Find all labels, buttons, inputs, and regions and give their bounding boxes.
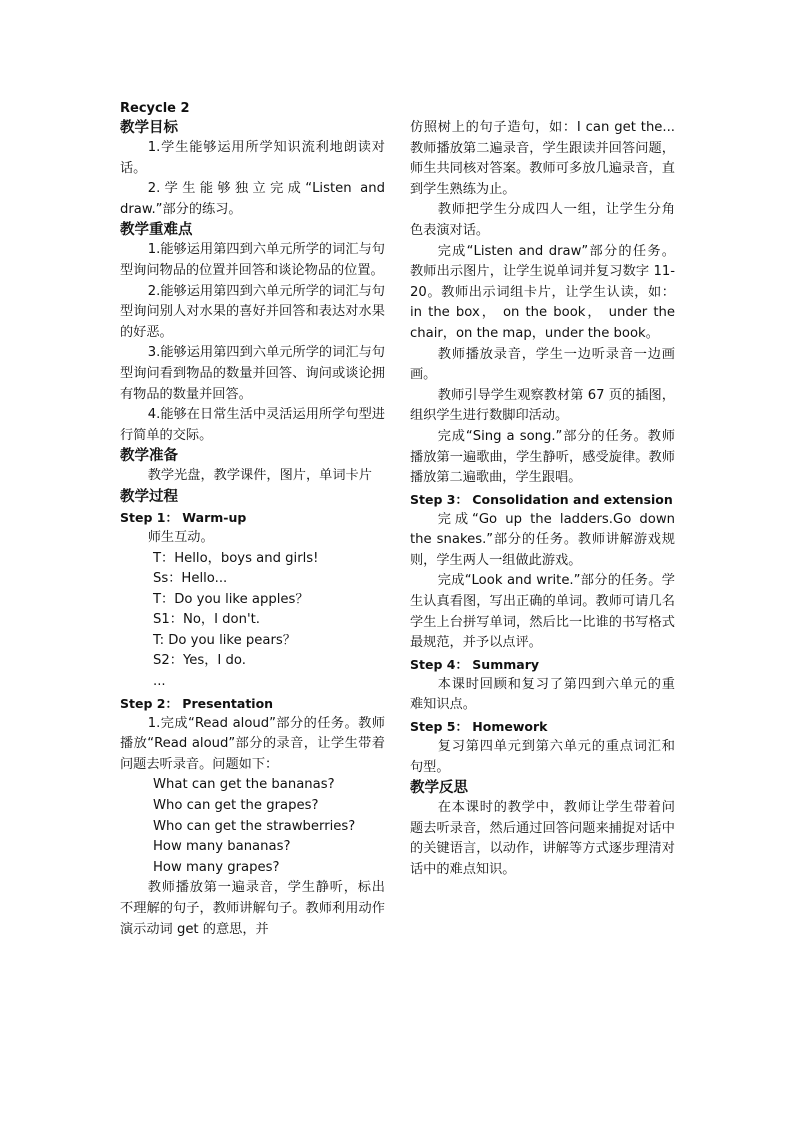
objective-item: 2.学生能够独立完成“Listen and draw.”部分的练习。 <box>120 181 385 217</box>
dialogue-line: S1：No，I don't. <box>153 612 260 628</box>
reflection-heading: 教学反思 <box>410 780 468 797</box>
preparation-heading: 教学准备 <box>120 448 178 465</box>
left-column <box>120 100 385 940</box>
key-point-item: 1.能够运用第四到六单元所学的词汇与句型询问物品的位置并回答和谈论物品的位置。 <box>120 242 385 278</box>
doc-title: Recycle 2 <box>120 101 190 116</box>
step4-heading: Step 4： Summary <box>410 656 540 672</box>
step5-heading: Step 5： Homework <box>410 719 548 735</box>
step3-heading: Step 3： Consolidation and extension <box>410 491 673 507</box>
dialogue-line: T：Hello，boys and girls! <box>153 550 319 566</box>
dialogue-line: S2：Yes，I do. <box>153 653 246 669</box>
paragraph: 教师播放录音，学生一边听录音一边画画。 <box>410 346 675 383</box>
paragraph: 完成“Look and write.”部分的任务。学生认真看图，写出正确的单词。教师可请几名学生上台拼写单词，然后比一比谁的书写格式最规范，并予以点评。 <box>410 573 675 651</box>
paragraph: 复习第四单元到第六单元的重点词汇和句型。 <box>410 739 675 775</box>
process-heading: 教学过程 <box>120 488 178 505</box>
key-points-heading: 教学重难点 <box>120 222 193 239</box>
paragraph: 教师把学生分成四人一组，让学生分角色表演对话。 <box>410 202 675 238</box>
right-column <box>410 100 675 881</box>
key-point-item: 3.能够运用第四到六单元所学的词汇与句型询问看到物品的数量并回答、询问或谈论拥有物品的数量并回答。 <box>120 345 385 402</box>
question-line: How many grapes? <box>153 859 280 875</box>
key-point-item: 2.能够运用第四到六单元所学的词汇与句型询问别人对水果的喜好并回答和表达对水果的好恶。 <box>120 283 385 340</box>
question-line: How many bananas? <box>153 839 291 855</box>
dialogue-line: T：Do you like apples？ <box>153 591 309 607</box>
paragraph: 在本课时的教学中，教师让学生带着问题去听录音，然后通过回答问题来捕捉对话中的关键语言，以动作，讲解等方式逐步理清对话中的难点知识。 <box>410 800 675 877</box>
paragraph: 仿照树上的句子造句，如：I can get the...教师播放第二遍录音，学生跟读并回答问题，师生共同核对答案。教师可多放几遍录音，直到学生熟练为止。 <box>410 120 675 197</box>
step2-after-text: 教师播放第一遍录音，学生静听，标出不理解的句子，教师讲解句子。教师利用动作演示动词 get 的意思，并 <box>120 880 385 937</box>
step1-intro: 师生互动。 <box>147 529 214 545</box>
dialogue-line: T: Do you like pears？ <box>153 632 296 648</box>
paragraph: 完成“Listen and draw”部分的任务。教师出示图片，让学生说单词并复习数字 11-20。教师出示词组卡片，让学生认读，如：in the box， on the book， under the chair，on the map，under the book。 <box>410 243 675 341</box>
step2-text: 1.完成“Read aloud”部分的任务。教师播放“Read aloud”部分的录音，让学生带着问题去听录音。问题如下： <box>120 715 385 772</box>
preparation-text: 教学光盘，教学课件，图片，单词卡片 <box>147 468 372 484</box>
objectives-heading: 教学目标 <box>120 120 178 136</box>
paragraph: 完成“Sing a song.”部分的任务。教师播放第一遍歌曲，学生静听，感受旋律。教师播放第二遍歌曲，学生跟唱。 <box>410 428 675 486</box>
question-line: Who can get the grapes? <box>153 798 319 814</box>
question-line: Who can get the strawberries? <box>153 818 356 834</box>
question-line: What can get the bananas? <box>153 777 335 793</box>
dialogue-line: ... <box>153 674 166 690</box>
dialogue-line: Ss：Hello... <box>153 571 228 587</box>
key-point-item: 4.能够在日常生活中灵活运用所学句型进行简单的交际。 <box>120 407 385 443</box>
paragraph: 教师引导学生观察教材第 67 页的插图，组织学生进行数脚印活动。 <box>410 387 675 424</box>
paragraph: 本课时回顾和复习了第四到六单元的重难知识点。 <box>410 676 675 713</box>
step2-heading: Step 2： Presentation <box>120 695 274 711</box>
step1-heading: Step 1： Warm-up <box>120 509 247 525</box>
objective-item: 1.学生能够运用所学知识流利地朗读对话。 <box>120 140 385 176</box>
paragraph: 完成“Go up the ladders.Go down the snakes.”部分的任务。教师讲解游戏规则，学生两人一组做此游戏。 <box>410 511 675 568</box>
